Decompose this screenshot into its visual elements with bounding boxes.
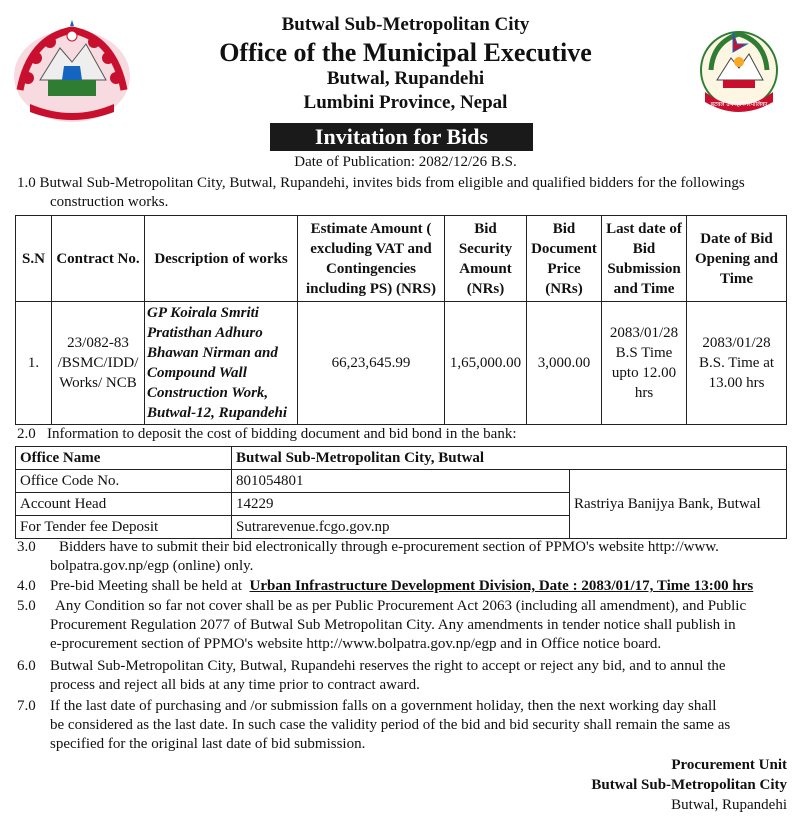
col-estimate: Estimate Amount ( excluding VAT and Contingencies including PS) (NRS) [298, 216, 445, 302]
bid-table [15, 215, 787, 425]
office-name-value: Butwal Sub-Metropolitan City, Butwal [232, 447, 787, 470]
bank-table-header [16, 447, 787, 470]
prebid-meeting-details: Urban Infrastructure Development Division, Date : 2083/01/17, Time 13:00 hrs [249, 578, 754, 594]
office-name-label: Office Name [16, 447, 232, 470]
office-title: Office of the Municipal Executive [219, 38, 592, 67]
section-4 [17, 577, 792, 596]
invitation-banner: Invitation for Bids [270, 123, 533, 151]
section-2 [17, 425, 797, 444]
section-5-line-3: e-procurement section of PPMO's website http://www.bolpatra.gov.np/egp and in Office notice board. [50, 636, 662, 652]
cell-opening: 2083/01/28 B.S. Time at 13.00 hrs [687, 302, 787, 425]
section-3-line-1: Bidders have to submit their bid electronically through e-procurement section of PPMO's website http://www. [59, 539, 719, 555]
section-4-text: Pre-bid Meeting shall be held at [50, 578, 243, 594]
section-3-number: 3.0 [17, 539, 36, 555]
table-row [16, 302, 787, 425]
bank-table [15, 446, 787, 539]
bid-table-header [16, 216, 787, 302]
section-5 [17, 597, 792, 654]
section-6-line-2: process and reject all bids at any time prior to contract award. [50, 677, 420, 693]
cell-contract: 23/082-83 /BSMC/IDD/ Works/ NCB [52, 302, 145, 425]
section-1 [17, 174, 797, 212]
cell-last-date: 2083/01/28 B.S Time upto 12.00 hrs [602, 302, 687, 425]
section-5-line-2: Procurement Regulation 2077 of Butwal Sub Metropolitan City. Any amendments in tender notice shall publish in [50, 617, 736, 633]
section-1-text: Butwal Sub-Metropolitan City, Butwal, Rupandehi, invites bids from eligible and qualified bidders for the followings [39, 175, 745, 191]
section-6-line-1: Butwal Sub-Metropolitan City, Butwal, Rupandehi reserves the right to accept or reject any bid, and to annul the [50, 658, 726, 674]
section-1-number: 1.0 [17, 175, 36, 191]
col-description: Description of works [145, 216, 298, 302]
section-4-number: 4.0 [17, 578, 36, 594]
section-3-line-2: bolpatra.gov.np/egp (online) only. [50, 558, 254, 574]
section-3 [17, 538, 787, 576]
table-row [16, 470, 787, 493]
section-2-number: 2.0 [17, 426, 36, 442]
col-opening: Date of Bid Opening and Time [687, 216, 787, 302]
cell-doc-price: 3,000.00 [527, 302, 602, 425]
cell-description: GP Koirala Smriti Pratisthan Adhuro Bhawan Nirman and Compound Wall Construction Work, Butwal-12, Rupandehi [145, 302, 298, 425]
city-name: Butwal Sub-Metropolitan City [281, 14, 530, 35]
section-5-number: 5.0 [17, 598, 36, 614]
seal-text: बुटवल उपमहानगरपालिका [710, 101, 768, 108]
province-line: Lumbini Province, Nepal [303, 92, 508, 113]
section-7-line-1: If the last date of purchasing and /or submission falls on a government holiday, then the next working day shall [50, 698, 717, 714]
col-security: Bid Security Amount (NRs) [445, 216, 527, 302]
signature-location: Butwal, Rupandehi [671, 797, 787, 813]
section-7-line-2: be considered as the last date. In such case the validity period of the bid and bid security shall remain the same as [50, 717, 731, 733]
col-doc-price: Bid Document Price (NRs) [527, 216, 602, 302]
section-5-line-1: Any Condition so far not cover shall be as per Public Procurement Act 2063 (including all amendment), and Public [55, 598, 747, 614]
signature-city: Butwal Sub-Metropolitan City [591, 777, 787, 793]
bank-row-label: Office Code No. [16, 470, 232, 493]
section-2-text: Information to deposit the cost of bidding document and bid bond in the bank: [47, 426, 517, 442]
col-sn: S.N [16, 216, 52, 302]
cell-security: 1,65,000.00 [445, 302, 527, 425]
location-line: Butwal, Rupandehi [326, 68, 485, 89]
publication-date: Date of Publication: 2082/12/26 B.S. [294, 154, 517, 170]
bank-name: Rastriya Banijya Bank, Butwal [570, 470, 787, 539]
section-6 [17, 657, 792, 695]
bank-row-value: 14229 [232, 493, 570, 516]
bank-row-value: Sutrarevenue.fcgo.gov.np [232, 516, 570, 539]
bank-row-label: Account Head [16, 493, 232, 516]
cell-estimate: 66,23,645.99 [298, 302, 445, 425]
col-contract: Contract No. [52, 216, 145, 302]
col-last-date: Last date of Bid Submission and Time [602, 216, 687, 302]
signature-unit: Procurement Unit [671, 757, 787, 773]
cell-sn: 1. [16, 302, 52, 425]
section-7 [17, 697, 792, 754]
bank-row-value: 801054801 [232, 470, 570, 493]
section-1-text-cont: construction works. [50, 194, 169, 210]
bank-row-label: For Tender fee Deposit [16, 516, 232, 539]
section-7-number: 7.0 [17, 698, 36, 714]
section-7-line-3: specified for the original last date of bid submission. [50, 736, 366, 752]
section-6-number: 6.0 [17, 658, 36, 674]
